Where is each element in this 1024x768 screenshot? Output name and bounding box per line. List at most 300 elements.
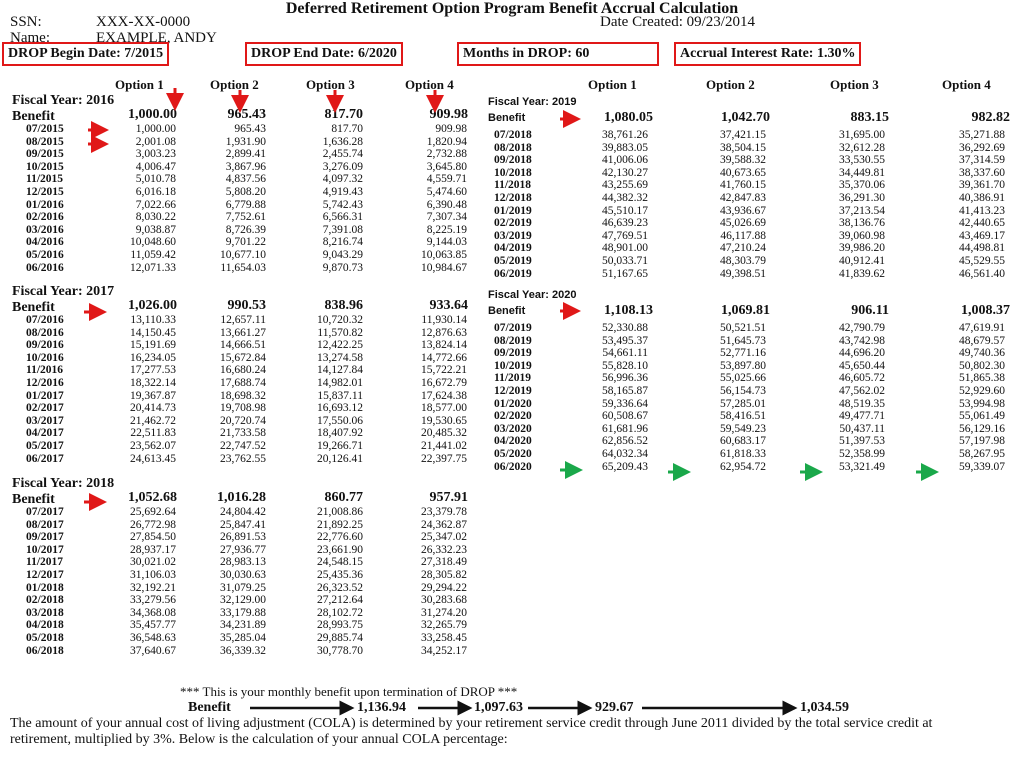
month-cell: 08/2017 (26, 518, 64, 531)
amount-cell: 28,937.17 (130, 543, 176, 556)
amount-cell: 6,016.18 (135, 185, 176, 198)
amount-cell: 13,274.58 (317, 351, 363, 364)
amount-cell: 57,197.98 (959, 435, 1005, 448)
benefit-value-option-2: 1,016.28 (217, 490, 266, 505)
month-cell: 03/2018 (26, 606, 64, 619)
amount-cell: 18,322.14 (130, 376, 176, 389)
month-cell: 01/2017 (26, 389, 64, 402)
amount-cell: 51,397.53 (839, 435, 885, 448)
amount-cell: 35,285.04 (220, 631, 266, 644)
benefit-value-option-3: 860.77 (324, 490, 363, 505)
month-cell: 04/2018 (26, 619, 64, 632)
amount-cell: 40,673.65 (720, 166, 766, 179)
benefit-value-option-3: 817.70 (324, 107, 363, 122)
benefit-value-option-1: 1,108.13 (604, 303, 653, 318)
month-cell: 12/2018 (494, 191, 532, 204)
month-cell: 05/2020 (494, 447, 532, 460)
ssn-value: XXX-XX-0000 (96, 14, 191, 30)
amount-cell: 45,510.17 (602, 204, 648, 217)
amount-cell: 39,361.70 (959, 179, 1005, 192)
amount-cell: 58,416.51 (720, 410, 766, 423)
amount-cell: 36,548.63 (130, 631, 176, 644)
drop-begin-box: DROP Begin Date: 7/2015 (2, 42, 169, 66)
amount-cell: 45,650.44 (839, 359, 885, 372)
amount-cell: 32,129.00 (220, 594, 266, 607)
amount-cell: 32,612.28 (839, 141, 885, 154)
amount-cell: 41,413.23 (959, 204, 1005, 217)
amount-cell: 15,672.84 (220, 351, 266, 364)
benefit-value-option-1: 1,052.68 (128, 490, 177, 505)
amount-cell: 30,283.68 (421, 594, 467, 607)
month-cell: 02/2016 (26, 211, 64, 224)
amount-cell: 32,265.79 (421, 619, 467, 632)
amount-cell: 48,519.35 (839, 397, 885, 410)
amount-cell: 42,790.79 (839, 322, 885, 334)
amount-cell: 5,808.20 (225, 185, 266, 198)
amount-cell: 5,474.60 (426, 185, 467, 198)
amount-cell: 23,562.07 (130, 439, 176, 452)
amount-cell: 31,106.03 (130, 568, 176, 581)
amount-cell: 50,521.51 (720, 322, 766, 334)
right-option-2-header: Option 2 (706, 77, 755, 92)
month-cell: 09/2017 (26, 531, 64, 544)
month-cell: 04/2020 (494, 435, 532, 448)
amount-cell: 11,654.03 (220, 261, 266, 274)
amount-cell: 46,117.88 (720, 229, 766, 242)
month-cell: 11/2016 (26, 364, 64, 377)
amount-cell: 2,899.41 (225, 148, 266, 161)
amount-cell: 26,772.98 (130, 518, 176, 531)
amount-cell: 47,769.51 (602, 229, 648, 242)
footer-note: *** This is your monthly benefit upon termination of DROP *** (180, 684, 518, 699)
amount-cell: 21,733.58 (220, 427, 266, 440)
amount-cell: 17,688.74 (220, 376, 266, 389)
date-created: Date Created: 09/23/2014 (600, 14, 755, 30)
amount-cell: 4,559.71 (426, 173, 467, 186)
month-cell: 10/2016 (26, 351, 64, 364)
right-option-3-header: Option 3 (830, 77, 879, 92)
footer-benefit-label: Benefit (188, 700, 231, 715)
month-cell: 09/2019 (494, 347, 532, 360)
amount-cell: 43,936.67 (720, 204, 766, 217)
amount-cell: 23,379.78 (421, 506, 467, 518)
amount-cell: 12,876.63 (421, 326, 467, 339)
amount-cell: 34,252.17 (421, 644, 467, 657)
amount-cell: 29,885.74 (317, 631, 363, 644)
amount-cell: 50,802.30 (959, 359, 1005, 372)
amount-cell: 52,330.88 (602, 322, 648, 334)
amount-cell: 32,192.21 (130, 581, 176, 594)
amount-cell: 27,936.77 (220, 543, 266, 556)
amount-cell: 26,323.52 (317, 581, 363, 594)
amount-cell: 51,645.73 (720, 334, 766, 347)
month-cell: 02/2017 (26, 402, 64, 415)
amount-cell: 34,368.08 (130, 606, 176, 619)
amount-cell: 43,469.17 (959, 229, 1005, 242)
amount-cell: 59,549.23 (720, 422, 766, 435)
amount-cell: 49,740.36 (959, 347, 1005, 360)
amount-cell: 64,032.34 (602, 447, 648, 460)
month-cell: 05/2018 (26, 631, 64, 644)
amount-cell: 13,110.33 (130, 314, 176, 326)
amount-cell: 56,154.73 (720, 384, 766, 397)
amount-cell: 21,008.86 (317, 506, 363, 518)
amount-cell: 56,129.16 (959, 422, 1005, 435)
amount-cell: 34,231.89 (220, 619, 266, 632)
amount-cell: 48,679.57 (959, 334, 1005, 347)
amount-cell: 5,742.43 (322, 198, 363, 211)
amount-cell: 10,720.32 (317, 314, 363, 326)
amount-cell: 23,762.55 (220, 452, 266, 465)
amount-cell: 17,550.06 (317, 414, 363, 427)
amount-cell: 2,455.74 (322, 148, 363, 161)
amount-cell: 8,726.39 (225, 223, 266, 236)
amount-cell: 39,588.32 (720, 154, 766, 167)
amount-cell: 35,370.06 (839, 179, 885, 192)
amount-cell: 27,212.64 (317, 594, 363, 607)
amount-cell: 31,695.00 (839, 129, 885, 141)
amount-cell: 24,362.87 (421, 518, 467, 531)
amount-cell: 42,130.27 (602, 166, 648, 179)
month-cell: 11/2015 (26, 173, 64, 186)
amount-cell: 33,279.56 (130, 594, 176, 607)
amount-cell: 20,126.41 (317, 452, 363, 465)
amount-cell: 2,732.88 (426, 148, 467, 161)
amount-cell: 24,804.42 (220, 506, 266, 518)
month-cell: 09/2018 (494, 154, 532, 167)
amount-cell: 49,398.51 (720, 267, 766, 280)
benefit-value-option-4: 933.64 (429, 298, 468, 313)
amount-cell: 9,144.03 (426, 236, 467, 249)
amount-cell: 25,347.02 (421, 531, 467, 544)
amount-cell: 27,318.49 (421, 556, 467, 569)
amount-cell: 8,225.19 (426, 223, 467, 236)
amount-cell: 62,954.72 (720, 460, 766, 473)
amount-cell: 44,382.32 (602, 191, 648, 204)
amount-cell: 30,030.63 (220, 568, 266, 581)
month-cell: 10/2015 (26, 160, 64, 173)
benefit-value-option-2: 990.53 (227, 298, 266, 313)
month-cell: 07/2019 (494, 322, 532, 334)
footer-benefit-3: 929.67 (595, 700, 634, 715)
amount-cell: 60,683.17 (720, 435, 766, 448)
amount-cell: 43,255.69 (602, 179, 648, 192)
amount-cell: 11,570.82 (317, 326, 363, 339)
amount-cell: 4,006.47 (135, 160, 176, 173)
amount-cell: 20,720.74 (220, 414, 266, 427)
amount-cell: 5,010.78 (135, 173, 176, 186)
amount-cell: 33,258.45 (421, 631, 467, 644)
amount-cell: 52,771.16 (720, 347, 766, 360)
amount-cell: 1,820.94 (426, 135, 467, 148)
month-cell: 03/2019 (494, 229, 532, 242)
amount-cell: 24,548.15 (317, 556, 363, 569)
amount-cell: 55,061.49 (959, 410, 1005, 423)
amount-cell: 65,209.43 (602, 460, 648, 473)
amount-cell: 18,407.92 (317, 427, 363, 440)
month-cell: 06/2019 (494, 267, 532, 280)
month-cell: 03/2016 (26, 223, 64, 236)
amount-cell: 52,929.60 (959, 384, 1005, 397)
month-cell: 06/2020 (494, 460, 532, 473)
amount-cell: 29,294.22 (421, 581, 467, 594)
amount-cell: 21,462.72 (130, 414, 176, 427)
amount-cell: 3,276.09 (322, 160, 363, 173)
amount-cell: 36,292.69 (959, 141, 1005, 154)
month-cell: 08/2019 (494, 334, 532, 347)
month-cell: 07/2016 (26, 314, 64, 326)
amount-cell: 14,772.66 (421, 351, 467, 364)
benefit-value-option-2: 1,042.70 (721, 110, 770, 125)
amount-cell: 7,307.34 (426, 211, 467, 224)
amount-cell: 47,210.24 (720, 242, 766, 255)
left-option-3-header: Option 3 (306, 77, 355, 92)
amount-cell: 1,931.90 (225, 135, 266, 148)
month-cell: 07/2018 (494, 129, 532, 141)
amount-cell: 13,824.14 (421, 339, 467, 352)
amount-cell: 39,986.20 (839, 242, 885, 255)
amount-cell: 31,274.20 (421, 606, 467, 619)
amount-cell: 27,854.50 (130, 531, 176, 544)
benefit-value-option-4: 957.91 (429, 490, 468, 505)
amount-cell: 4,919.43 (322, 185, 363, 198)
amount-cell: 26,891.53 (220, 531, 266, 544)
month-cell: 12/2016 (26, 376, 64, 389)
amount-cell: 40,912.41 (839, 254, 885, 267)
amount-cell: 817.70 (331, 123, 363, 135)
amount-cell: 6,566.31 (322, 211, 363, 224)
month-cell: 09/2016 (26, 339, 64, 352)
month-cell: 12/2015 (26, 185, 64, 198)
amount-cell: 16,672.79 (421, 376, 467, 389)
month-cell: 09/2015 (26, 148, 64, 161)
month-cell: 05/2017 (26, 439, 64, 452)
amount-cell: 46,639.23 (602, 217, 648, 230)
amount-cell: 23,661.90 (317, 543, 363, 556)
amount-cell: 10,063.85 (421, 248, 467, 261)
amount-cell: 15,837.11 (317, 389, 363, 402)
amount-cell: 12,657.11 (220, 314, 266, 326)
amount-cell: 58,165.87 (602, 384, 648, 397)
amount-cell: 16,234.05 (130, 351, 176, 364)
amount-cell: 18,577.00 (421, 402, 467, 415)
amount-cell: 44,696.20 (839, 347, 885, 360)
month-cell: 07/2015 (26, 123, 64, 135)
amount-cell: 53,321.49 (839, 460, 885, 473)
amount-cell: 42,440.65 (959, 217, 1005, 230)
amount-cell: 10,677.10 (220, 248, 266, 261)
amount-cell: 39,883.05 (602, 141, 648, 154)
amount-cell: 39,060.98 (839, 229, 885, 242)
amount-cell: 37,213.54 (839, 204, 885, 217)
benefit-value-option-2: 1,069.81 (721, 303, 770, 318)
amount-cell: 6,779.88 (225, 198, 266, 211)
benefit-label: Benefit (12, 492, 55, 507)
benefit-value-option-1: 1,080.05 (604, 110, 653, 125)
amount-cell: 12,422.25 (317, 339, 363, 352)
amount-cell: 28,305.82 (421, 568, 467, 581)
month-cell: 07/2017 (26, 506, 64, 518)
amount-cell: 909.98 (435, 123, 467, 135)
footer-benefit-2: 1,097.63 (474, 700, 523, 715)
month-cell: 01/2019 (494, 204, 532, 217)
amount-cell: 15,722.21 (421, 364, 467, 377)
benefit-value-option-3: 883.15 (850, 110, 889, 125)
month-cell: 10/2019 (494, 359, 532, 372)
month-cell: 06/2017 (26, 452, 64, 465)
amount-cell: 14,127.84 (317, 364, 363, 377)
benefit-label: Benefit (12, 300, 55, 315)
amount-cell: 14,982.01 (317, 376, 363, 389)
amount-cell: 55,828.10 (602, 359, 648, 372)
left-option-4-header: Option 4 (405, 77, 454, 92)
fiscal-year-heading: Fiscal Year: 2016 (12, 93, 115, 108)
interest-box: Accrual Interest Rate: 1.30% (674, 42, 861, 66)
amount-cell: 22,397.75 (421, 452, 467, 465)
amount-cell: 9,870.73 (322, 261, 363, 274)
amount-cell: 36,291.30 (839, 191, 885, 204)
amount-cell: 51,167.65 (602, 267, 648, 280)
month-cell: 08/2015 (26, 135, 64, 148)
amount-cell: 20,485.32 (421, 427, 467, 440)
benefit-value-option-1: 1,026.00 (128, 298, 177, 313)
amount-cell: 22,747.52 (220, 439, 266, 452)
fiscal-year-heading: Fiscal Year: 2018 (12, 476, 115, 491)
amount-cell: 42,847.83 (720, 191, 766, 204)
amount-cell: 35,457.77 (130, 619, 176, 632)
benefit-value-option-2: 965.43 (227, 107, 266, 122)
amount-cell: 48,303.79 (720, 254, 766, 267)
amount-cell: 56,996.36 (602, 372, 648, 385)
amount-cell: 20,414.73 (130, 402, 176, 415)
benefit-label: Benefit (488, 112, 526, 124)
month-cell: 06/2018 (26, 644, 64, 657)
benefit-value-option-4: 909.98 (429, 107, 468, 122)
month-cell: 01/2020 (494, 397, 532, 410)
amount-cell: 38,761.26 (602, 129, 648, 141)
amount-cell: 41,760.15 (720, 179, 766, 192)
amount-cell: 35,271.88 (959, 129, 1005, 141)
amount-cell: 21,892.25 (317, 518, 363, 531)
amount-cell: 13,661.27 (220, 326, 266, 339)
amount-cell: 16,693.12 (317, 402, 363, 415)
amount-cell: 4,097.32 (322, 173, 363, 186)
amount-cell: 19,708.98 (220, 402, 266, 415)
name-label: Name: (10, 30, 50, 46)
left-option-2-header: Option 2 (210, 77, 259, 92)
amount-cell: 28,102.72 (317, 606, 363, 619)
month-cell: 04/2019 (494, 242, 532, 255)
amount-cell: 30,778.70 (317, 644, 363, 657)
right-option-4-header: Option 4 (942, 77, 991, 92)
amount-cell: 12,071.33 (130, 261, 176, 274)
benefit-value-option-3: 906.11 (851, 303, 889, 318)
amount-cell: 21,441.02 (421, 439, 467, 452)
amount-cell: 1,000.00 (135, 123, 176, 135)
amount-cell: 25,692.64 (130, 506, 176, 518)
amount-cell: 62,856.52 (602, 435, 648, 448)
amount-cell: 28,983.13 (220, 556, 266, 569)
month-cell: 08/2016 (26, 326, 64, 339)
amount-cell: 28,993.75 (317, 619, 363, 632)
month-cell: 01/2018 (26, 581, 64, 594)
amount-cell: 55,025.66 (720, 372, 766, 385)
month-cell: 08/2018 (494, 141, 532, 154)
month-cell: 10/2018 (494, 166, 532, 179)
ssn-label: SSN: (10, 14, 42, 30)
amount-cell: 33,179.88 (220, 606, 266, 619)
amount-cell: 9,038.87 (135, 223, 176, 236)
amount-cell: 3,003.23 (135, 148, 176, 161)
month-cell: 12/2017 (26, 568, 64, 581)
amount-cell: 22,511.83 (130, 427, 176, 440)
footer-benefit-4: 1,034.59 (800, 700, 849, 715)
amount-cell: 9,701.22 (225, 236, 266, 249)
amount-cell: 3,867.96 (225, 160, 266, 173)
amount-cell: 46,561.40 (959, 267, 1005, 280)
amount-cell: 11,930.14 (421, 314, 467, 326)
amount-cell: 14,150.45 (130, 326, 176, 339)
left-option-1-header: Option 1 (115, 77, 164, 92)
amount-cell: 30,021.02 (130, 556, 176, 569)
amount-cell: 3,645.80 (426, 160, 467, 173)
amount-cell: 57,285.01 (720, 397, 766, 410)
amount-cell: 19,266.71 (317, 439, 363, 452)
amount-cell: 19,367.87 (130, 389, 176, 402)
amount-cell: 47,619.91 (959, 322, 1005, 334)
amount-cell: 17,624.38 (421, 389, 467, 402)
amount-cell: 25,435.36 (317, 568, 363, 581)
amount-cell: 37,640.67 (130, 644, 176, 657)
months-box: Months in DROP: 60 (457, 42, 659, 66)
month-cell: 05/2019 (494, 254, 532, 267)
amount-cell: 33,530.55 (839, 154, 885, 167)
benefit-label: Benefit (488, 305, 526, 317)
month-cell: 02/2019 (494, 217, 532, 230)
month-cell: 12/2019 (494, 384, 532, 397)
benefit-value-option-3: 838.96 (324, 298, 363, 313)
amount-cell: 46,605.72 (839, 372, 885, 385)
amount-cell: 8,216.74 (322, 236, 363, 249)
amount-cell: 48,901.00 (602, 242, 648, 255)
month-cell: 05/2016 (26, 248, 64, 261)
fiscal-year-heading: Fiscal Year: 2020 (488, 289, 577, 301)
document-title: Deferred Retirement Option Program Benefit Accrual Calculation (285, 0, 739, 17)
amount-cell: 11,059.42 (130, 248, 176, 261)
fiscal-year-heading: Fiscal Year: 2017 (12, 284, 115, 299)
benefit-value-option-4: 1,008.37 (961, 303, 1010, 318)
amount-cell: 37,314.59 (959, 154, 1005, 167)
amount-cell: 38,136.76 (839, 217, 885, 230)
benefit-value-option-4: 982.82 (971, 110, 1010, 125)
month-cell: 03/2020 (494, 422, 532, 435)
amount-cell: 18,698.32 (220, 389, 266, 402)
amount-cell: 14,666.51 (220, 339, 266, 352)
amount-cell: 50,033.71 (602, 254, 648, 267)
month-cell: 02/2020 (494, 410, 532, 423)
amount-cell: 31,079.25 (220, 581, 266, 594)
footer-benefit-1: 1,136.94 (357, 700, 406, 715)
amount-cell: 34,449.81 (839, 166, 885, 179)
amount-cell: 15,191.69 (130, 339, 176, 352)
amount-cell: 54,661.11 (602, 347, 648, 360)
amount-cell: 37,421.15 (720, 129, 766, 141)
month-cell: 10/2017 (26, 543, 64, 556)
amount-cell: 58,267.95 (959, 447, 1005, 460)
amount-cell: 22,776.60 (317, 531, 363, 544)
amount-cell: 8,030.22 (135, 211, 176, 224)
amount-cell: 50,437.11 (839, 422, 885, 435)
